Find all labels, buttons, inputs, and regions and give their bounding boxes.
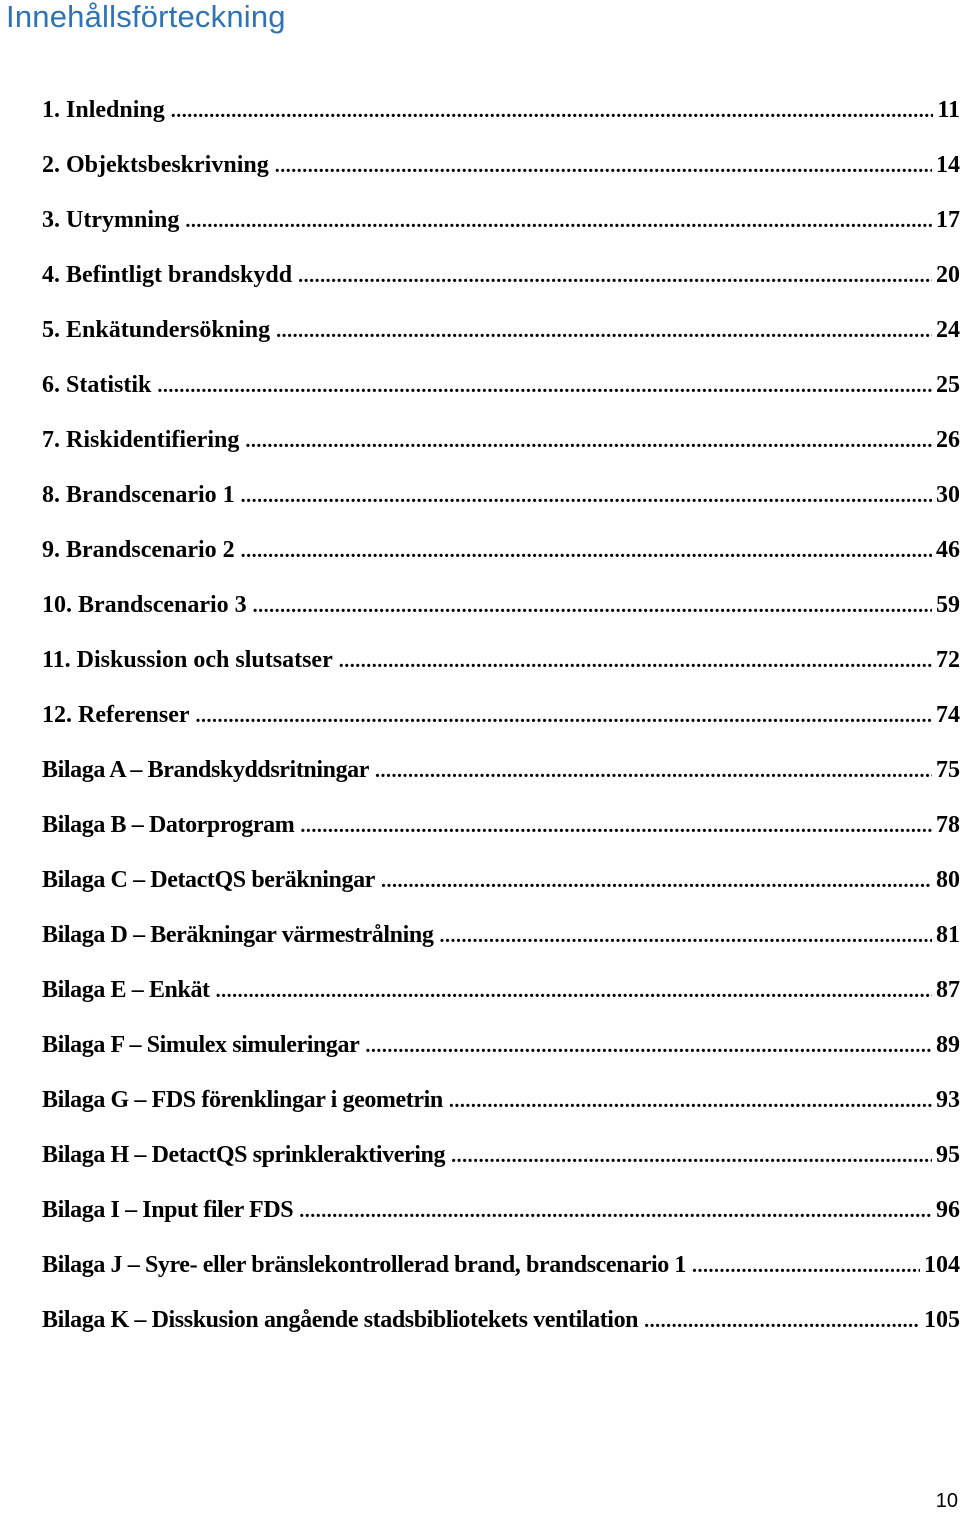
page-title: Innehållsförteckning bbox=[6, 0, 286, 34]
toc-entry-label: 7. Riskidentifiering bbox=[42, 427, 240, 453]
toc-entry-page: 20 bbox=[936, 262, 960, 288]
toc-entry-label: 6. Statistik bbox=[42, 372, 152, 398]
toc-entry[interactable] bbox=[42, 690, 960, 745]
toc-dot-leader bbox=[300, 801, 932, 851]
toc-entry-label: Bilaga K – Disskusion angående stadsbibliotekets ventilation bbox=[42, 1307, 639, 1333]
toc-entry-page: 89 bbox=[936, 1032, 960, 1058]
toc-entry-page: 80 bbox=[936, 867, 960, 893]
toc-entry-label: 11. Diskussion och slutsatser bbox=[42, 647, 333, 673]
table-of-contents bbox=[42, 85, 960, 1350]
toc-entry-page: 17 bbox=[936, 207, 960, 233]
toc-entry-page: 81 bbox=[936, 922, 960, 948]
toc-entry-page: 78 bbox=[936, 812, 960, 838]
toc-dot-leader bbox=[253, 581, 932, 631]
toc-dot-leader bbox=[692, 1241, 920, 1291]
toc-entry[interactable] bbox=[42, 140, 960, 195]
toc-entry-page: 105 bbox=[924, 1307, 960, 1333]
toc-entry[interactable] bbox=[42, 525, 960, 580]
toc-entry-label: 10. Brandscenario 3 bbox=[42, 592, 247, 618]
toc-entry[interactable] bbox=[42, 635, 960, 690]
toc-entry-page: 30 bbox=[936, 482, 960, 508]
toc-dot-leader bbox=[157, 361, 932, 411]
toc-entry[interactable] bbox=[42, 1185, 960, 1240]
toc-entry-label: 3. Utrymning bbox=[42, 207, 180, 233]
toc-entry-label: Bilaga C – DetactQS beräkningar bbox=[42, 867, 375, 893]
toc-entry-page: 93 bbox=[936, 1087, 960, 1113]
toc-entry[interactable] bbox=[42, 470, 960, 525]
toc-entry[interactable] bbox=[42, 305, 960, 360]
toc-entry-page: 59 bbox=[936, 592, 960, 618]
toc-dot-leader bbox=[241, 526, 932, 576]
toc-entry-label: Bilaga I – Input filer FDS bbox=[42, 1197, 294, 1223]
toc-entry[interactable] bbox=[42, 85, 960, 140]
toc-dot-leader bbox=[216, 966, 932, 1016]
toc-entry-label: Bilaga B – Datorprogram bbox=[42, 812, 295, 838]
toc-entry[interactable] bbox=[42, 1240, 960, 1295]
toc-entry-page: 26 bbox=[936, 427, 960, 453]
toc-dot-leader bbox=[196, 691, 933, 741]
toc-dot-leader bbox=[644, 1296, 920, 1346]
toc-entry[interactable] bbox=[42, 910, 960, 965]
toc-entry-label: 4. Befintligt brandskydd bbox=[42, 262, 293, 288]
toc-entry[interactable] bbox=[42, 195, 960, 250]
toc-dot-leader bbox=[439, 911, 932, 961]
toc-entry-label: Bilaga G – FDS förenklingar i geometrin bbox=[42, 1087, 443, 1113]
toc-dot-leader bbox=[298, 251, 932, 301]
page-number: 10 bbox=[935, 1490, 958, 1512]
toc-entry-page: 72 bbox=[936, 647, 960, 673]
toc-dot-leader bbox=[241, 471, 932, 521]
toc-entry[interactable] bbox=[42, 415, 960, 470]
toc-entry-page: 14 bbox=[936, 152, 960, 178]
toc-entry-page: 95 bbox=[936, 1142, 960, 1168]
toc-entry-label: Bilaga J – Syre- eller bränslekontrollerad brand, brandscenario 1 bbox=[42, 1252, 687, 1278]
toc-entry[interactable] bbox=[42, 800, 960, 855]
toc-entry-page: 75 bbox=[936, 757, 960, 783]
toc-dot-leader bbox=[365, 1021, 932, 1071]
toc-dot-leader bbox=[449, 1076, 932, 1126]
toc-dot-leader bbox=[451, 1131, 932, 1181]
toc-entry[interactable] bbox=[42, 250, 960, 305]
toc-entry-page: 96 bbox=[936, 1197, 960, 1223]
toc-entry[interactable] bbox=[42, 1130, 960, 1185]
toc-dot-leader bbox=[375, 746, 932, 796]
toc-entry-label: 1. Inledning bbox=[42, 97, 165, 123]
toc-dot-leader bbox=[276, 306, 932, 356]
toc-entry-label: 2. Objektsbeskrivning bbox=[42, 152, 269, 178]
toc-entry[interactable] bbox=[42, 1020, 960, 1075]
toc-entry-page: 104 bbox=[924, 1252, 960, 1278]
toc-entry[interactable] bbox=[42, 580, 960, 635]
toc-dot-leader bbox=[299, 1186, 932, 1236]
toc-entry-label: Bilaga D – Beräkningar värmestrålning bbox=[42, 922, 434, 948]
toc-entry-label: 12. Referenser bbox=[42, 702, 190, 728]
toc-entry[interactable] bbox=[42, 1295, 960, 1350]
toc-entry-label: Bilaga H – DetactQS sprinkleraktivering bbox=[42, 1142, 446, 1168]
toc-entry[interactable] bbox=[42, 360, 960, 415]
toc-dot-leader bbox=[275, 141, 932, 191]
toc-entry[interactable] bbox=[42, 965, 960, 1020]
toc-dot-leader bbox=[339, 636, 932, 686]
toc-entry-label: Bilaga E – Enkät bbox=[42, 977, 210, 1003]
toc-dot-leader bbox=[245, 416, 932, 466]
toc-entry-label: Bilaga F – Simulex simuleringar bbox=[42, 1032, 360, 1058]
toc-entry-page: 25 bbox=[936, 372, 960, 398]
toc-entry-label: 5. Enkätundersökning bbox=[42, 317, 271, 343]
toc-entry[interactable] bbox=[42, 745, 960, 800]
toc-dot-leader bbox=[171, 86, 934, 136]
toc-entry-page: 11 bbox=[937, 97, 960, 123]
toc-entry-page: 74 bbox=[936, 702, 960, 728]
toc-entry-label: 8. Brandscenario 1 bbox=[42, 482, 235, 508]
toc-dot-leader bbox=[185, 196, 932, 246]
toc-entry-label: 9. Brandscenario 2 bbox=[42, 537, 235, 563]
toc-entry[interactable] bbox=[42, 855, 960, 910]
toc-entry-page: 24 bbox=[936, 317, 960, 343]
toc-entry-page: 46 bbox=[936, 537, 960, 563]
toc-dot-leader bbox=[381, 856, 932, 906]
toc-entry-label: Bilaga A – Brandskyddsritningar bbox=[42, 757, 370, 783]
toc-entry-page: 87 bbox=[936, 977, 960, 1003]
toc-entry[interactable] bbox=[42, 1075, 960, 1130]
